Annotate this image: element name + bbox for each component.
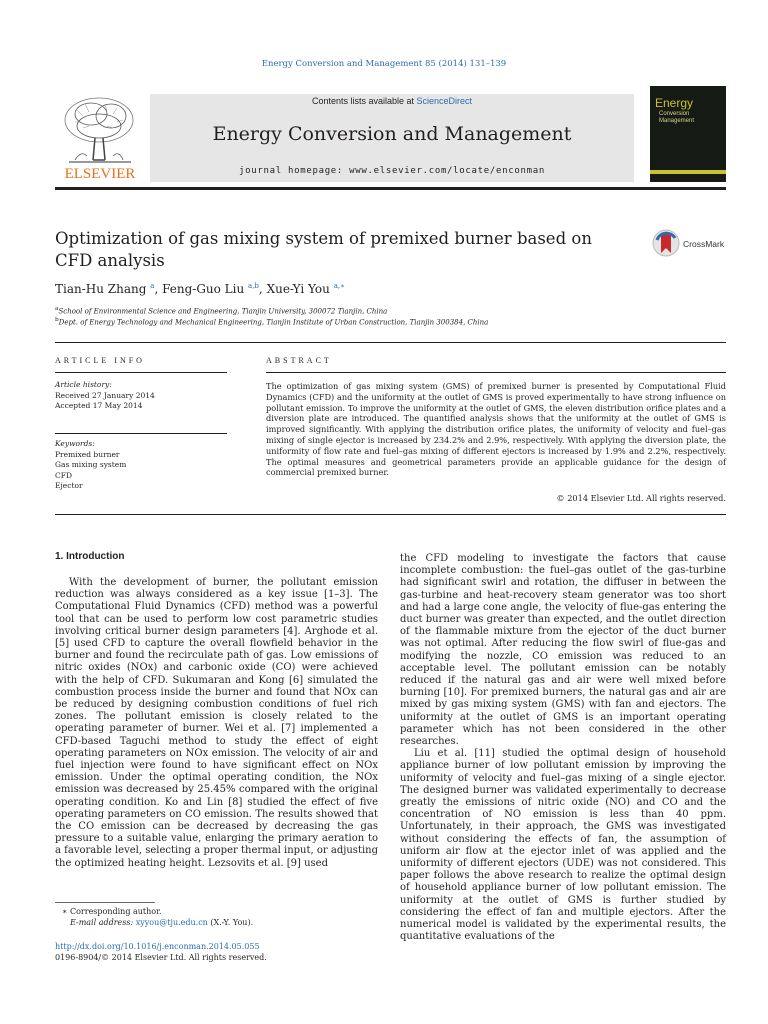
email-label: E-mail address:: [70, 918, 136, 927]
abstract-text: The optimization of gas mixing system (GMS) of premixed burner is presented by Computational Fluid Dynamics (CFD) and the uniformity at the outlet of GMS is proved experimentally to have strong influence on pollutant emission. To improve the uniformity at the outlet of GMS, the eleven distribution orifice plates and a diversion plate are introduced. The quantified analysis shows that the uniformity at the outlet of GMS is improved significantly. With applying the distribution orifice plates, the uniformity of velocity and fuel–gas mixing of single ejector is increased by 234.2% and 2.9%, respectively. With applying the diversion plate, the uniformity of flow rate and fuel–gas mixing of different ejectors is increased by 1.9% and 2.2%, respectively. The optimal measures and geometrical parameters provide an applicable guidance for the design of commercial premixed burner.: [266, 381, 726, 478]
elsevier-tree-icon: [55, 90, 145, 182]
keyword: CFD: [55, 470, 72, 480]
footnote-rule: [55, 902, 155, 903]
keyword: Ejector: [55, 481, 83, 490]
affiliation-text: School of Environmental Science and Engineering, Tianjin University, 300072 Tianjin, China: [58, 307, 388, 316]
elsevier-logo: [55, 90, 145, 182]
keyword: Premixed burner: [55, 449, 120, 459]
cover-subtitle-1: Conversion: [659, 111, 690, 117]
doi-link[interactable]: http://dx.doi.org/10.1016/j.enconman.2014.05.055: [55, 942, 260, 951]
journal-reference[interactable]: Energy Conversion and Management 85 (2014) 131–139: [261, 59, 507, 69]
keywords-rule: [55, 433, 227, 434]
header-rule: [55, 187, 726, 190]
affiliation-sup: b: [55, 317, 59, 323]
affiliation-sup: a: [55, 306, 59, 312]
corresponding-author: ∗ Corresponding author.: [62, 907, 162, 916]
intro-left-column: [55, 577, 378, 870]
author-affil-sup[interactable]: a,∗: [333, 282, 345, 290]
section-rule: [55, 342, 726, 343]
cover-strip: [650, 170, 726, 174]
article-info-heading: ARTICLE INFO: [55, 356, 145, 365]
cover-title: Energy: [655, 96, 694, 110]
article-info-rule: [55, 372, 227, 373]
contents-prefix: Contents lists available at: [311, 96, 417, 106]
intro-heading: 1. Introduction: [55, 551, 125, 562]
author-separator: ,: [258, 282, 267, 296]
journal-cover: [650, 86, 726, 182]
intro-paragraph: the CFD modeling to investigate the factors that cause incomplete combustion: the fuel–gas outlet of the gas-turbine had significant swirl and rotation, the diffuser in between the gas-turbine and heat-recovery steam generator was too short and had a large cone angle, the velocity of flue-gas entering the duct burner was greater than expected, and the outlet direction of the flammable mixture from the ejector of the duct burner was not optimal. After reducing the flow swirl of flue-gas and modifying the nozzle, CO emission was reduced to an acceptable level. The pollutant emission can be notably reduced if the natural gas and air were well mixed before burning [10]. For premixed burners, the natural gas and air are mixed by gas mixing system (GMS) with fan and ejectors. The uniformity at the outlet of GMS is an important operating parameter which has not been considered in the other researches.: [400, 553, 726, 748]
author-affil-sup[interactable]: a: [150, 282, 155, 290]
affiliation: [55, 317, 488, 326]
abstract-copyright: © 2014 Elsevier Ltd. All rights reserved.: [556, 493, 726, 503]
history-label: Article history:: [55, 380, 112, 389]
accepted-date: Accepted 17 May 2014: [55, 401, 143, 410]
author-affil-sup[interactable]: a,b: [248, 282, 259, 290]
abstract-heading: ABSTRACT: [266, 356, 332, 365]
affiliation-text: Dept. of Energy Technology and Mechanical Engineering, Tianjin Institute of Urban Construction, Tianjin 300384, China: [58, 318, 489, 327]
section-rule: [55, 514, 726, 515]
email-suffix: (X.-Y. You).: [207, 918, 254, 927]
cover-subtitle: [659, 111, 694, 125]
intro-right-column: [400, 553, 726, 944]
sciencedirect-link[interactable]: ScienceDirect: [416, 96, 473, 106]
author-name[interactable]: Xue-Yi You: [266, 282, 330, 296]
keywords-label: Keywords:: [55, 439, 95, 448]
crossmark-button[interactable]: [652, 228, 732, 260]
intro-paragraph: With the development of burner, the pollutant emission reduction was always considered as a key issue [1–3]. The Computational Fluid Dynamics (CFD) method was a powerful tool that can be used to perform low cost parametric studies involving critical burner design parameters [4]. Arghode et al. [5] used CFD to capture the overall flowfield behavior in the burner and found the recirculate path of gas. Low emissions of nitric oxides (NOx) and carbonic oxide (CO) were achieved with the help of CFD. Sukumaran and Kong [6] simulated the combustion process inside the burner and found that NOx can be reduced by designing combustion conditions of fuel rich zones. The pollutant emission is closely related to the operating parameter of burner. Wei et al. [7] implemented a CFD-based Taguchi method to study the effect of eight operating parameters on NOx emission. The velocity of air and fuel injection were found to have significant effect on NOx emission. Under the optimal operating condition, the NOx emission was decreased by 25.45% compared with the original operating condition. Ko and Lin [8] studied the effect of five operating parameters on CO emission. The results showed that the CO emission can be decreased by decreasing the gas pressure to a suitable value, enlarging the primary aeration to a favorable level, selecting a proper thermal input, or adjusting the optimized heating height. Lezsovits et al. [9] used: [55, 577, 378, 869]
journal-homepage[interactable]: journal homepage: www.elsevier.com/locate/enconman: [239, 166, 545, 176]
intro-paragraph: Liu et al. [11] studied the optimal design of household appliance burner of low pollutant emission by improving the uniformity of velocity and fuel–gas mixing of a single ejector. The designed burner was validated experimentally to decrease greatly the emissions of nitric oxide (NO) and CO and the concentration of NO emission is less than 40 ppm. Unfortunately, in their approach, the GMS was investigated without considering the effects of fan, the assumption of uniform air flow at the ejector inlet of was applied and the uniformity of different ejectors (UDE) was not considered. This paper follows the above research to realize the optimal design of household appliance burner of low pollutant emission. The uniformity at the outlet of GMS is further studied by considering the effect of fan and multiple ejectors. After the numerical model is validated by the experimental results, the quantitative evaluations of the: [400, 748, 726, 943]
email-link[interactable]: xyyou@tju.edu.cn: [135, 918, 208, 927]
author-name[interactable]: Tian-Hu Zhang: [55, 282, 147, 296]
svg-text:ELSEVIER: ELSEVIER: [64, 166, 136, 182]
author-list: [55, 282, 345, 296]
abstract-rule: [266, 372, 726, 373]
article-history: [55, 380, 155, 412]
issn-line: 0196-8904/© 2014 Elsevier Ltd. All rights reserved.: [55, 953, 267, 962]
received-date: Received 27 January 2014: [55, 390, 155, 400]
keywords: [55, 439, 126, 492]
contents-line: [150, 96, 634, 106]
affiliation: [55, 306, 387, 315]
crossmark-label: CrossMark: [683, 239, 725, 249]
journal-name: Energy Conversion and Management: [212, 123, 572, 145]
author-separator: ,: [154, 282, 163, 296]
keyword: Gas mixing system: [55, 460, 127, 469]
author-name[interactable]: Feng-Guo Liu: [162, 282, 245, 296]
email-line: [70, 918, 253, 929]
article-title: Optimization of gas mixing system of premixed burner based on CFD analysis: [55, 229, 592, 270]
cover-subtitle-2: Management: [659, 118, 695, 124]
crossmark-icon: [652, 228, 680, 258]
